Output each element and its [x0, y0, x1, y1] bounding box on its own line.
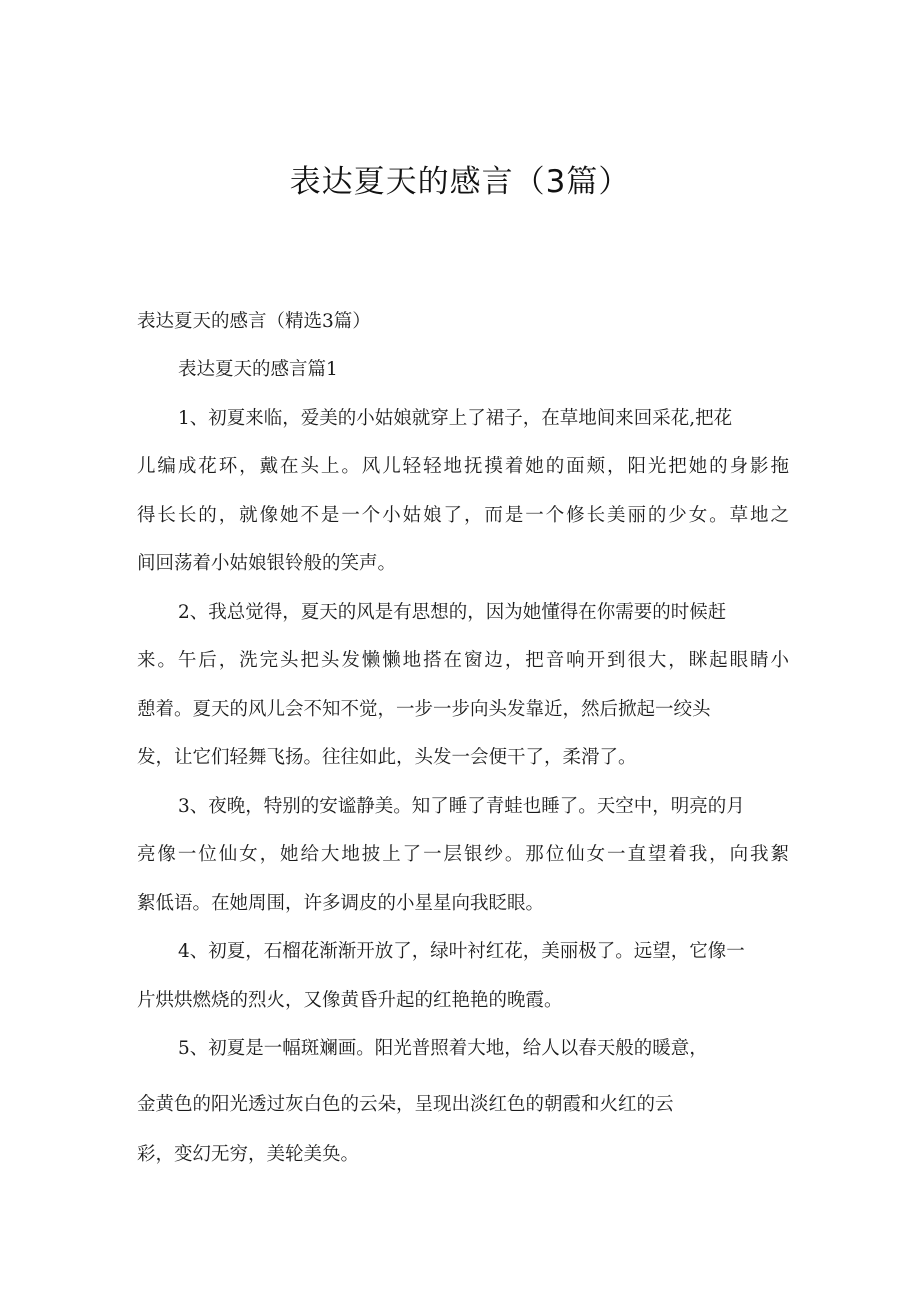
paragraph-line: 间回荡着小姑娘银铃般的笑声。 — [137, 553, 397, 574]
paragraph-line: 来。午后，洗完头把头发懒懒地搭在窗边，把音响开到很大，眯起眼睛小 — [137, 650, 789, 671]
paragraph-line: 得长长的，就像她不是一个小姑娘了，而是一个修长美丽的少女。草地之 — [137, 505, 789, 526]
paragraph-line: 片烘烘燃烧的烈火，又像黄昏升起的红艳艳的晚霞。 — [137, 990, 563, 1011]
paragraph-line: 2、我总觉得，夏天的风是有思想的，因为她懂得在你需要的时候赶 — [178, 602, 727, 623]
paragraph-line: 彩，变幻无穷，美轮美奂。 — [137, 1144, 360, 1165]
document-subtitle: 表达夏天的感言（精选3篇） — [137, 311, 371, 332]
paragraph-line: 儿编成花环，戴在头上。风儿轻轻地抚摸着她的面颊，阳光把她的身影拖 — [137, 456, 789, 477]
paragraph-line: 絮低语。在她周围，许多调皮的小星星向我眨眼。 — [137, 893, 545, 914]
paragraph-line: 5、初夏是一幅斑斓画。阳光普照着大地，给人以春天般的暖意， — [178, 1038, 708, 1059]
paragraph-line: 亮像一位仙女，她给大地披上了一层银纱。那位仙女一直望着我，向我絮 — [137, 844, 789, 865]
paragraph-line: 发，让它们轻舞飞扬。往往如此，头发一会便干了，柔滑了。 — [137, 747, 637, 768]
paragraph-line: 憩着。夏天的风儿会不知不觉，一步一步向头发靠近，然后掀起一绞头 — [137, 699, 711, 720]
paragraph-line: 4、初夏，石榴花渐渐开放了，绿叶衬红花，美丽极了。远望，它像一 — [178, 941, 745, 962]
paragraph-line: 1、初夏来临，爱美的小姑娘就穿上了裙子，在草地间来回采花,把花 — [178, 408, 733, 429]
section-heading: 表达夏天的感言篇1 — [178, 359, 338, 380]
paragraph-line: 金黄色的阳光透过灰白色的云朵，呈现出淡红色的朝霞和火红的云 — [137, 1094, 674, 1115]
document-title: 表达夏天的感言（3篇） — [289, 164, 631, 200]
paragraph-line: 3、夜晚，特别的安谧静美。知了睡了青蛙也睡了。天空中，明亮的月 — [178, 796, 745, 817]
